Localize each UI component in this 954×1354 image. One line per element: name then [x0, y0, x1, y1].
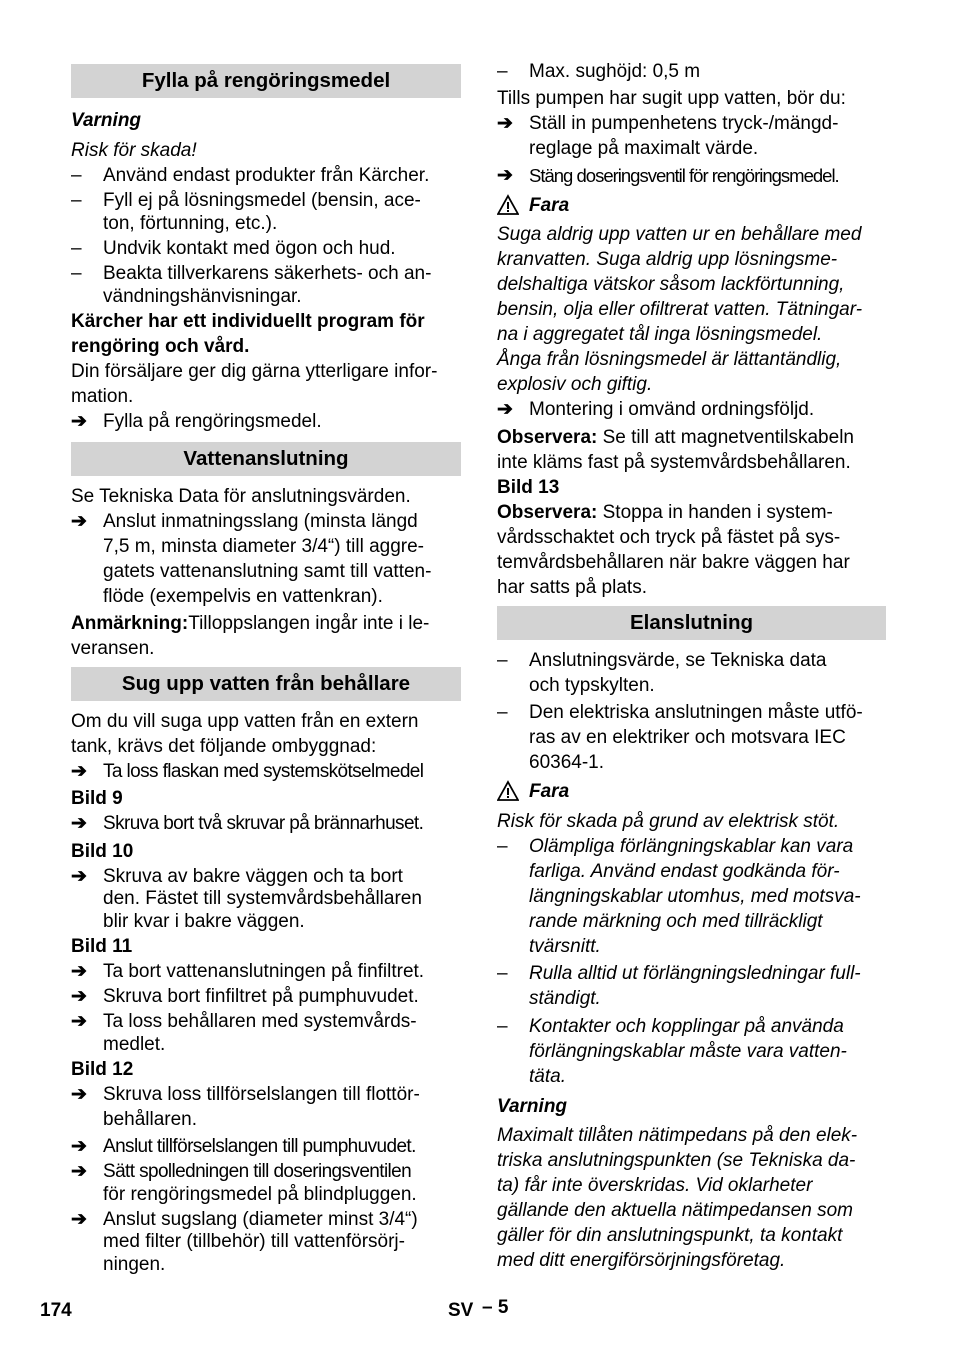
instruction: flöde (exempelvis en vattenkran).: [103, 586, 383, 607]
dash-marker: –: [497, 702, 508, 723]
danger-item: farliga. Använd endast godkända för-: [529, 861, 840, 882]
warning-text: med ditt energiförsörjningsföretag.: [497, 1250, 786, 1271]
risk-text: Risk för skada!: [71, 140, 197, 161]
paragraph: tank, krävs det följande ombyggnad:: [71, 736, 377, 757]
danger-item: Olämpliga förlängningskablar kan vara: [529, 836, 854, 857]
note-text: Tilloppslangen ingår inte i le-: [188, 613, 430, 634]
bold-text: Kärcher har ett individuellt program för: [71, 311, 425, 332]
instruction: den. Fästet till systemvårdsbehållaren: [103, 888, 422, 909]
arrow-icon: ➔: [497, 113, 513, 134]
arrow-icon: ➔: [71, 1209, 87, 1230]
page-number: 174: [40, 1300, 72, 1321]
paragraph: Tills pumpen har sugit upp vatten, bör du:: [497, 88, 846, 109]
note-label: Anmärkning:: [71, 613, 189, 634]
list-item: Anslutningsvärde, se Tekniska data: [529, 650, 827, 671]
section-heading: Elanslutning: [497, 606, 886, 640]
warning-triangle-icon: [497, 194, 519, 216]
figure-ref: Bild 13: [497, 477, 560, 498]
danger-label: Fara: [529, 781, 570, 802]
dash-marker: –: [71, 238, 82, 259]
note: inte kläms fast på systemvårdsbehållaren.: [497, 452, 851, 473]
paragraph: Om du vill suga upp vatten från en extern: [71, 711, 419, 732]
note: [497, 426, 854, 450]
list-item: Använd endast produkter från Kärcher.: [103, 165, 430, 186]
list-item: Beakta tillverkarens säkerhets- och an-: [103, 263, 432, 284]
note: [71, 612, 429, 636]
arrow-icon: ➔: [497, 165, 513, 186]
danger-item: tvärsnitt.: [529, 936, 601, 957]
instruction: Skruva bort två skruvar på brännarhuset.: [103, 813, 424, 834]
dash-marker: –: [497, 1016, 508, 1037]
list-item: Den elektriska anslutningen måste utfö-: [529, 702, 863, 723]
danger-item: Kontakter och kopplingar på använda: [529, 1016, 844, 1037]
instruction: Skruva loss tillförselslangen till flottör-: [103, 1084, 420, 1105]
arrow-icon: ➔: [71, 761, 87, 782]
dash-marker: –: [497, 61, 508, 82]
danger-item: förlängningskablar måste vara vatten-: [529, 1041, 847, 1062]
instruction: Montering i omvänd ordningsföljd.: [529, 399, 815, 420]
instruction: gatets vattenanslutning samt till vatten-: [103, 561, 432, 582]
warning-text: gällande den aktuella nätimpedansen som: [497, 1200, 853, 1221]
danger-item: längningskablar utomhus, med motsva-: [529, 886, 861, 907]
dash-marker: –: [71, 165, 82, 186]
instruction: reglage på maximalt värde.: [529, 138, 759, 159]
danger-item: täta.: [529, 1066, 566, 1087]
danger-text: delshaltiga vätskor såsom lackförtunning,: [497, 274, 845, 295]
list-item: och typskylten.: [529, 675, 655, 696]
instruction: Ta bort vattenanslutningen på finfiltret.: [103, 961, 425, 982]
list-item: ras av en elektriker och motsvara IEC: [529, 727, 846, 748]
figure-ref: Bild 11: [71, 936, 133, 957]
instruction: behållaren.: [103, 1109, 198, 1130]
list-item: Fyll ej på lösningsmedel (bensin, ace-: [103, 190, 421, 211]
danger-text: kranvatten. Suga aldrig upp lösningsme-: [497, 249, 838, 270]
instruction: Anslut inmatningsslang (minsta längd: [103, 511, 418, 532]
section-heading: Vattenanslutning: [71, 442, 461, 476]
bold-text: rengöring och vård.: [71, 336, 250, 357]
instruction: ningen.: [103, 1254, 166, 1275]
note-text: Se till att magnetventilskabeln: [597, 427, 854, 448]
danger-item: rande märkning och med tillräckligt: [529, 911, 823, 932]
instruction: Anslut sugslang (diameter minst 3/4“): [103, 1209, 418, 1230]
figure-ref: Bild 12: [71, 1059, 134, 1080]
figure-ref: Bild 10: [71, 841, 134, 862]
instruction: med filter (tillbehör) till vattenförsörj-: [103, 1231, 405, 1252]
arrow-icon: ➔: [71, 511, 87, 532]
danger-item: Rulla alltid ut förlängningsledningar full-: [529, 963, 861, 984]
instruction: Anslut tillförselslangen till pumphuvudet.: [103, 1136, 416, 1157]
note: veransen.: [71, 638, 155, 659]
arrow-icon: ➔: [71, 411, 87, 432]
dash-marker: –: [497, 650, 508, 671]
warning-label: Varning: [497, 1096, 568, 1117]
dash-marker: –: [497, 963, 508, 984]
note: har satts på plats.: [497, 577, 647, 598]
section-heading: Sug upp vatten från behållare: [71, 667, 461, 701]
arrow-icon: ➔: [497, 399, 513, 420]
warning-text: triska anslutningspunkten (se Tekniska da-: [497, 1150, 856, 1171]
note-label: Observera:: [497, 427, 598, 448]
note: [497, 501, 833, 525]
instruction: Fylla på rengöringsmedel.: [103, 411, 322, 432]
instruction: Skruva bort finfiltret på pumphuvudet.: [103, 986, 419, 1007]
arrow-icon: ➔: [71, 1011, 87, 1032]
list-item: Max. sughöjd: 0,5 m: [529, 61, 701, 82]
arrow-icon: ➔: [71, 866, 87, 887]
instruction: Ta loss behållaren med systemvårds-: [103, 1011, 417, 1032]
paragraph: Din försäljare ger dig gärna ytterligare infor-: [71, 361, 438, 382]
danger-label: Fara: [529, 195, 570, 216]
instruction: Ställ in pumpenhetens tryck-/mängd-: [529, 113, 839, 134]
arrow-icon: ➔: [71, 813, 87, 834]
instruction: Sätt spolledningen till doseringsventilen: [103, 1161, 412, 1182]
warning-text: gäller för din anslutningspunkt, ta kontakt: [497, 1225, 843, 1246]
dash-marker: –: [497, 836, 508, 857]
note: temvårdsbehållaren när bakre väggen har: [497, 552, 850, 573]
note-label: Observera:: [497, 502, 598, 523]
instruction: 7,5 m, minsta diameter 3/4“) till aggre-: [103, 536, 425, 557]
warning-text: Maximalt tillåten nätimpedans på den elek-: [497, 1125, 858, 1146]
danger-text: bensin, olja eller ofiltrerat vatten. Tätningar-: [497, 299, 863, 320]
list-item: 60364-1.: [529, 752, 605, 773]
danger-text: Risk för skada på grund av elektrisk stöt.: [497, 811, 840, 832]
arrow-icon: ➔: [71, 1084, 87, 1105]
figure-ref: Bild 9: [71, 788, 123, 809]
section-page-number: – 5: [482, 1297, 509, 1318]
danger-text: na i aggregatet tål inga lösningsmedel.: [497, 324, 823, 345]
warning-label: Varning: [71, 110, 142, 131]
warning-text: ta) får inte överskridas. Vid oklarheter: [497, 1175, 813, 1196]
list-item: Undvik kontakt med ögon och hud.: [103, 238, 396, 259]
danger-item: ständigt.: [529, 988, 601, 1009]
arrow-icon: ➔: [71, 1136, 87, 1157]
arrow-icon: ➔: [71, 1161, 87, 1182]
paragraph: Se Tekniska Data för anslutningsvärden.: [71, 486, 411, 507]
instruction: Ta loss flaskan med systemskötselmedel: [103, 761, 424, 782]
arrow-icon: ➔: [71, 961, 87, 982]
instruction: Skruva av bakre väggen och ta bort: [103, 866, 403, 887]
instruction: medlet.: [103, 1034, 166, 1055]
instruction: blir kvar i bakre väggen.: [103, 911, 305, 932]
instruction: Stäng doseringsventil för rengöringsmedel.: [529, 165, 839, 186]
arrow-icon: ➔: [71, 986, 87, 1007]
list-item: vändningshänvisningar.: [103, 286, 302, 307]
language-code: SV: [448, 1300, 474, 1321]
dash-marker: –: [71, 263, 82, 284]
note: vårdsschaktet och tryck på fästet på sys-: [497, 527, 841, 548]
note-text: Stoppa in handen i system-: [597, 502, 833, 523]
warning-triangle-icon: [497, 780, 519, 802]
danger-text: Suga aldrig upp vatten ur en behållare med: [497, 224, 862, 245]
instruction: för rengöringsmedel på blindpluggen.: [103, 1184, 417, 1205]
paragraph: mation.: [71, 386, 134, 407]
danger-text: explosiv och giftig.: [497, 374, 653, 395]
dash-marker: –: [71, 190, 82, 211]
danger-text: Ånga från lösningsmedel är lättantändlig,: [497, 349, 842, 370]
section-heading: Fylla på rengöringsmedel: [71, 64, 461, 98]
list-item: ton, förtunning, etc.).: [103, 213, 278, 234]
